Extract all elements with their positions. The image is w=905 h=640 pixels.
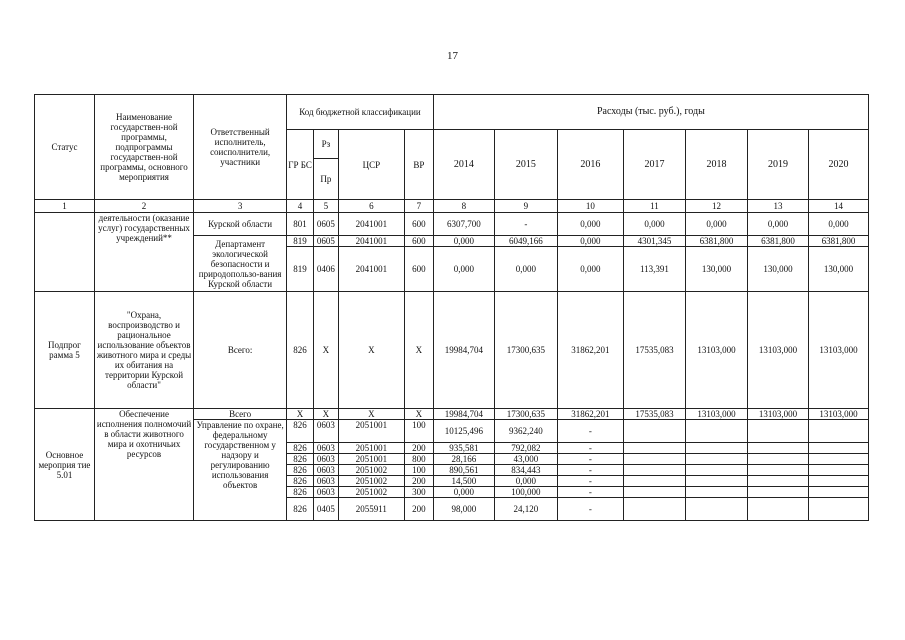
- value-cell: 113,391: [623, 247, 685, 292]
- vr-cell: X: [404, 409, 433, 420]
- vr-cell: 200: [404, 443, 433, 454]
- value-cell: [685, 498, 747, 521]
- value-cell: 792,082: [494, 443, 557, 454]
- value-cell: 4301,345: [623, 236, 685, 247]
- value-cell: 6381,800: [747, 236, 808, 247]
- grbs-cell: 826: [287, 292, 314, 409]
- name-cell: Обеспечение исполнения полномочий в области животного мира и охотничьих ресурсов: [94, 409, 193, 521]
- header-name: Наименование государствен-ной программы, подпрограммы государствен-ной программы, основного мероприятия: [94, 95, 193, 200]
- value-cell: 0,000: [623, 213, 685, 236]
- value-cell: 0,000: [747, 213, 808, 236]
- csr-cell: X: [338, 292, 404, 409]
- csr-cell: 2041001: [338, 247, 404, 292]
- grbs-cell: 826: [287, 420, 314, 443]
- vr-cell: 300: [404, 487, 433, 498]
- value-cell: [623, 487, 685, 498]
- value-cell: 13103,000: [747, 409, 808, 420]
- column-number: 2: [94, 200, 193, 213]
- rzpr-cell: 0603: [313, 443, 338, 454]
- value-cell: -: [494, 213, 557, 236]
- header-row: [35, 95, 869, 130]
- value-cell: -: [557, 420, 623, 443]
- rzpr-cell: 0603: [313, 454, 338, 465]
- grbs-cell: 826: [287, 443, 314, 454]
- value-cell: 19984,704: [433, 409, 494, 420]
- value-cell: 13103,000: [808, 409, 868, 420]
- value-cell: [808, 498, 868, 521]
- column-number: 14: [808, 200, 868, 213]
- value-cell: [623, 498, 685, 521]
- value-cell: -: [557, 465, 623, 476]
- csr-cell: 2055911: [338, 498, 404, 521]
- csr-cell: 2041001: [338, 213, 404, 236]
- table-row: [35, 213, 869, 236]
- value-cell: 130,000: [685, 247, 747, 292]
- value-cell: [747, 487, 808, 498]
- value-cell: [623, 454, 685, 465]
- value-cell: 14,500: [433, 476, 494, 487]
- header-year: 2014: [433, 130, 494, 200]
- rzpr-cell: 0405: [313, 498, 338, 521]
- value-cell: 43,000: [494, 454, 557, 465]
- executor-cell: Всего:: [194, 292, 287, 409]
- value-cell: -: [557, 454, 623, 465]
- value-cell: [685, 443, 747, 454]
- value-cell: 6307,700: [433, 213, 494, 236]
- vr-cell: 200: [404, 476, 433, 487]
- header-expenses: Расходы (тыс. руб.), годы: [433, 95, 868, 130]
- value-cell: [747, 465, 808, 476]
- name-cell: деятельности (оказание услуг) государственных учреждений**: [94, 213, 193, 292]
- column-number: 8: [433, 200, 494, 213]
- rzpr-cell: 0603: [313, 420, 338, 443]
- value-cell: [808, 476, 868, 487]
- header-vr: ВР: [404, 130, 433, 200]
- header-year: 2016: [557, 130, 623, 200]
- grbs-cell: 826: [287, 476, 314, 487]
- rzpr-cell: 0605: [313, 213, 338, 236]
- value-cell: -: [557, 476, 623, 487]
- value-cell: 0,000: [433, 247, 494, 292]
- value-cell: 17300,635: [494, 292, 557, 409]
- header-budget-code: Код бюджетной классификации: [287, 95, 434, 130]
- value-cell: 6381,800: [685, 236, 747, 247]
- header-grbs: ГР БС: [287, 130, 314, 200]
- value-cell: [808, 465, 868, 476]
- value-cell: 0,000: [557, 236, 623, 247]
- executor-cell: Всего: [194, 409, 287, 420]
- grbs-cell: 819: [287, 236, 314, 247]
- column-number: 9: [494, 200, 557, 213]
- rzpr-cell: X: [313, 292, 338, 409]
- value-cell: 935,581: [433, 443, 494, 454]
- vr-cell: 100: [404, 420, 433, 443]
- header-csr: ЦСР: [338, 130, 404, 200]
- value-cell: 0,000: [494, 476, 557, 487]
- value-cell: 13103,000: [685, 409, 747, 420]
- value-cell: 0,000: [433, 236, 494, 247]
- value-cell: 98,000: [433, 498, 494, 521]
- header-year: 2019: [747, 130, 808, 200]
- value-cell: [685, 487, 747, 498]
- value-cell: -: [557, 498, 623, 521]
- value-cell: 0,000: [808, 213, 868, 236]
- rzpr-cell: 0605: [313, 236, 338, 247]
- executor-cell: Управление по охране, федеральному государственном у надзору и регулированию использования объектов: [194, 420, 287, 521]
- value-cell: [623, 476, 685, 487]
- rzpr-cell: 0603: [313, 487, 338, 498]
- vr-cell: 800: [404, 454, 433, 465]
- value-cell: [747, 443, 808, 454]
- header-rz: Рз: [313, 130, 338, 159]
- column-number: 10: [557, 200, 623, 213]
- column-number: 12: [685, 200, 747, 213]
- header-year: 2015: [494, 130, 557, 200]
- column-number: 1: [35, 200, 95, 213]
- column-number-row: [35, 200, 869, 213]
- page-number: 17: [447, 50, 458, 62]
- value-cell: 100,000: [494, 487, 557, 498]
- column-number: 6: [338, 200, 404, 213]
- vr-cell: 100: [404, 465, 433, 476]
- value-cell: [747, 454, 808, 465]
- rzpr-cell: 0406: [313, 247, 338, 292]
- header-executor: Ответственный исполнитель, соисполнители, участники: [194, 95, 287, 200]
- rzpr-cell: 0603: [313, 465, 338, 476]
- grbs-cell: 826: [287, 465, 314, 476]
- vr-cell: 600: [404, 247, 433, 292]
- column-number: 3: [194, 200, 287, 213]
- value-cell: 13103,000: [685, 292, 747, 409]
- value-cell: 834,443: [494, 465, 557, 476]
- value-cell: [685, 476, 747, 487]
- vr-cell: 200: [404, 498, 433, 521]
- grbs-cell: 826: [287, 498, 314, 521]
- value-cell: 31862,201: [557, 292, 623, 409]
- vr-cell: 600: [404, 236, 433, 247]
- value-cell: [808, 443, 868, 454]
- rzpr-cell: X: [313, 409, 338, 420]
- grbs-cell: 801: [287, 213, 314, 236]
- value-cell: [747, 420, 808, 443]
- csr-cell: 2051002: [338, 487, 404, 498]
- column-number: 7: [404, 200, 433, 213]
- status-cell: Подпрог рамма 5: [35, 292, 95, 409]
- budget-table: [34, 94, 869, 521]
- csr-cell: 2051001: [338, 443, 404, 454]
- value-cell: [747, 476, 808, 487]
- value-cell: 9362,240: [494, 420, 557, 443]
- value-cell: 17535,083: [623, 409, 685, 420]
- value-cell: -: [557, 487, 623, 498]
- column-number: 13: [747, 200, 808, 213]
- header-year: 2020: [808, 130, 868, 200]
- column-number: 4: [287, 200, 314, 213]
- executor-cell: Департамент экологической безопасности и природопользо-вания Курской области: [194, 236, 287, 292]
- value-cell: 6049,166: [494, 236, 557, 247]
- value-cell: 0,000: [685, 213, 747, 236]
- csr-cell: 2051001: [338, 420, 404, 443]
- csr-cell: 2051002: [338, 465, 404, 476]
- executor-cell: Курской области: [194, 213, 287, 236]
- value-cell: 31862,201: [557, 409, 623, 420]
- value-cell: [685, 454, 747, 465]
- value-cell: 6381,800: [808, 236, 868, 247]
- value-cell: [808, 454, 868, 465]
- value-cell: [685, 420, 747, 443]
- table-row: [35, 292, 869, 409]
- value-cell: [808, 420, 868, 443]
- value-cell: [623, 443, 685, 454]
- value-cell: 130,000: [808, 247, 868, 292]
- value-cell: 13103,000: [808, 292, 868, 409]
- header-pr: Пр: [313, 159, 338, 200]
- value-cell: 19984,704: [433, 292, 494, 409]
- value-cell: 28,166: [433, 454, 494, 465]
- value-cell: [808, 487, 868, 498]
- grbs-cell: 819: [287, 247, 314, 292]
- value-cell: [747, 498, 808, 521]
- value-cell: 890,561: [433, 465, 494, 476]
- value-cell: 24,120: [494, 498, 557, 521]
- header-year: 2018: [685, 130, 747, 200]
- header-year: 2017: [623, 130, 685, 200]
- rzpr-cell: 0603: [313, 476, 338, 487]
- grbs-cell: 826: [287, 487, 314, 498]
- value-cell: 17300,635: [494, 409, 557, 420]
- vr-cell: 600: [404, 213, 433, 236]
- csr-cell: 2051002: [338, 476, 404, 487]
- header-status: Статус: [35, 95, 95, 200]
- name-cell: "Охрана, воспроизводство и рациональное использование объектов животного мира и среды их обитания на территории Курской области": [94, 292, 193, 409]
- value-cell: 10125,496: [433, 420, 494, 443]
- value-cell: 0,000: [433, 487, 494, 498]
- grbs-cell: 826: [287, 454, 314, 465]
- value-cell: [623, 420, 685, 443]
- value-cell: 0,000: [557, 213, 623, 236]
- status-cell: Основное мероприя тие 5.01: [35, 409, 95, 521]
- column-number: 5: [313, 200, 338, 213]
- value-cell: 13103,000: [747, 292, 808, 409]
- csr-cell: 2051001: [338, 454, 404, 465]
- table-row: [35, 409, 869, 420]
- value-cell: [685, 465, 747, 476]
- value-cell: 17535,083: [623, 292, 685, 409]
- csr-cell: X: [338, 409, 404, 420]
- csr-cell: 2041001: [338, 236, 404, 247]
- column-number: 11: [623, 200, 685, 213]
- value-cell: -: [557, 443, 623, 454]
- value-cell: 0,000: [557, 247, 623, 292]
- vr-cell: X: [404, 292, 433, 409]
- value-cell: 0,000: [494, 247, 557, 292]
- status-cell: [35, 213, 95, 292]
- grbs-cell: X: [287, 409, 314, 420]
- value-cell: [623, 465, 685, 476]
- value-cell: 130,000: [747, 247, 808, 292]
